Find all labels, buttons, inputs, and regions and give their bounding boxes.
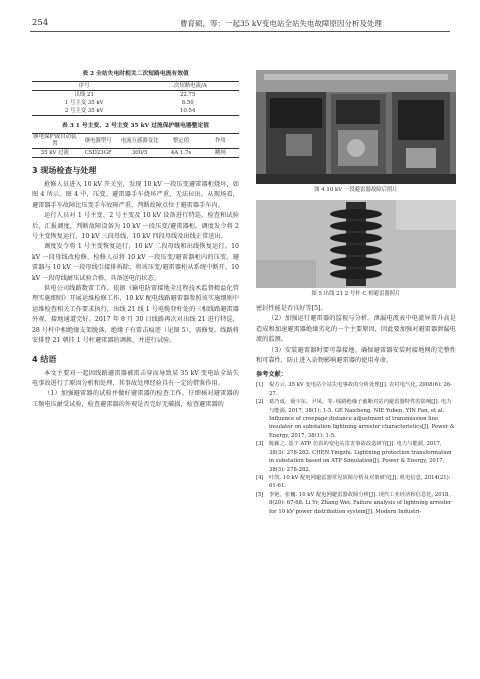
table-cell: CSD23GF <box>78 149 119 158</box>
table-cell: 4A 1.7s <box>160 149 201 158</box>
running-title: 曹育硕，等：一起35 kV变电站全站失电故障原因分析及处理 <box>180 19 382 28</box>
reference-text: 葛乃成，聂宇东，尹凤，等. 线路绝缘子截断对站内避雷器特性的影响[J]. 电力与能源, 2017, 38(1): 1-5. GE Naicheng, NIE Yuben, YIN Fan, et al. Influence of creepage distance adjustment of transmission line insulator on substation lightning arrester characteristics[J]. Power & Energy, 2017, 38(1): 1-5. <box>269 399 455 439</box>
table-header-cell: 继电器型号 <box>78 134 119 149</box>
table2 <box>32 81 239 116</box>
body-paragraph: （2）加强运行避雷器的监视与分析。泄漏电流表中电流异常升高是造成和加速避雷器绝缘劣化的一个主要原因，因此要加强对避雷器泄漏电流的监测。 <box>256 315 456 344</box>
header-rule <box>30 31 450 32</box>
reference-text: 倪方云. 35 kV 变电站全站失电事故的分析处理[J]. 农村电气化, 2008(6): 26-27. <box>269 382 453 397</box>
table-header-cell: 二次短路电流/A <box>136 82 239 91</box>
reference-item <box>256 474 456 491</box>
table-cell: 22.75 <box>179 92 196 98</box>
body-paragraph: 密封性能是否良好等[5]。 <box>256 305 327 312</box>
table-cell: 2 号主变 35 kV <box>32 107 136 116</box>
body-paragraph: （1）加强避雷器的试验并做好避雷器的检查工作。仔细核对避雷器的工频电压耐受试验，检查避雷器的外观是否完好无破损，检查避雷器的 <box>32 390 239 408</box>
figure4-photo <box>256 70 456 184</box>
reference-number: [2] <box>256 399 264 406</box>
table-cell: 8.50 <box>181 100 194 106</box>
left-column <box>32 70 239 410</box>
references-heading: 参考文献： <box>256 371 287 379</box>
reference-number: [5] <box>256 491 264 498</box>
body-paragraph: 运行人员对 1 号主变、2 号主变及 10 kV 设备进行特巡，检查和试验后，汇报调度，判断故障设备为 10 kV 一段压变/避雷器柜。调度发令将 2 号主变恢复运行，10 kV 三段母线、10 kV 四段母线及出线正常送出。 <box>32 212 239 241</box>
reference-text: 李艳，张巍. 10 kV 配电网避雷器故障分析[J]. 现代工业经济和信息化, 2018, 8(20): 67-68. Li Yr, Zhang Wei. Failure analysis of lightning arrester for 10 kV power distribution system[J]. Modern Industri- <box>269 491 452 515</box>
reference-item <box>256 491 456 516</box>
body-paragraph: 本文主要对一起因线路避雷器被雷击穿而导致某 35 kV 变电站全站失电事故进行了原因分析和处理，其事故处理经验具有一定的借鉴作用。 <box>32 369 239 387</box>
table-header-cell: 序号 <box>32 82 136 91</box>
figure5-photo <box>256 200 456 288</box>
reference-item <box>256 381 456 398</box>
running-header <box>30 18 450 30</box>
table-header-cell: 整定值 <box>160 134 201 149</box>
figure4-caption: 图 4 10 kV 一段避雷器故障后照片 <box>314 187 398 193</box>
body-paragraph: 调度发令将 1 号主变恢复运行，10 kV 二段母线和出线恢复运行。10 kV 一段母线改检修，检修人员将 10 kV 一段压变/避雷器柜内的压变、避雷器与 10 kV 一段母线引接排拆除，将该压变/避雷器柜从系统中断开。10 kV 一段母线耐压试验合格，具备送电的状态。 <box>32 243 239 282</box>
body-paragraph: 抢修人员进入 10 kV 开关室，发现 10 kV 一段压变避雷器柜烧坏，如图 4 所示。图 4 中，压变、避雷器手车烧坏严重，无法拉出。从现场看，避雷器手车故障比压变手车故障严重，判断故障点位于避雷器手车内。 <box>32 181 239 209</box>
table-row <box>32 99 239 107</box>
right-column <box>256 70 456 516</box>
table-cell: 出线 21 <box>74 92 94 98</box>
table-cell: 1 号主变 35 kV <box>64 100 104 106</box>
reference-number: [4] <box>256 474 264 481</box>
reference-item <box>256 398 456 440</box>
table2-caption: 表 2 全站失电时相关二次短路电流有效值 <box>82 71 189 77</box>
page-number: 254 <box>32 18 49 28</box>
reference-text: 叶凯. 10 kV 配电网避雷器常见故障分析及对策研究[J]. 机电信息, 2014(21): 61-61. <box>269 474 451 490</box>
reference-number: [1] <box>256 382 264 389</box>
table-header-cell: 继电保护或自动装置 <box>33 134 77 147</box>
body-paragraph: 供电公司线路数雷工作，依据《输电防雷接地全过程技术监督精益化管理实施细则》开展运维检修工作，10 kV 配电线路避雷器参照该实施细则中运维检查相关工作要求执行，出线 21 线 1 号电缆登杆处的三相线路避雷器外观、接地通道完好。2017 年 8 月 30 日线路再次对出线 21 进行特巡，28 号杆中相绝缘支架脱落，绝缘子有雷击痕迹（见图 5），需修复。线路将安排曹 21 朝挂 1 号杆避雷器的调换，并进行试验。 <box>32 285 239 345</box>
section4-heading: 4 结语 <box>32 354 57 364</box>
reference-item <box>256 440 456 474</box>
table-row <box>32 107 239 116</box>
table-row <box>32 91 239 100</box>
body-paragraph: （3）安装避雷器时要可靠接地。确保避雷器安装时接地网的完整性和可靠性，防止进入杂物影响避雷器的使用寿命。 <box>256 346 456 365</box>
table-row <box>32 149 239 158</box>
table3 <box>32 133 239 158</box>
table3-caption: 表 3 1 号主变、2 号主变 35 kV 过流保护继电器整定值 <box>61 123 210 129</box>
section3-heading: 3 现场检查与处理 <box>32 166 97 175</box>
reference-number: [3] <box>256 441 264 448</box>
reference-text: 陈颖之. 基于 ATP 仿真的变电站雷害事故改造研究[J]. 电力与能源, 2017, 38(3): 278-282. CHEN Yingzhi. Lightning protection transformation in substation based on ATP Simulation[J]. Power & Energy, 2017, 38(3): 278-282. <box>269 441 452 473</box>
table-cell: 300/5 <box>119 149 160 158</box>
table-cell: 10.54 <box>136 107 239 116</box>
figure5-caption: 图 5 出线 21 2 号杆 C 相避雷器照片 <box>311 291 401 297</box>
table-header-cell: 电流互感器变比 <box>119 134 160 149</box>
table-header-cell: 作用 <box>202 134 239 149</box>
table-cell: 35 kV 过流 <box>32 149 78 158</box>
table-cell: 跳闸 <box>202 149 239 158</box>
